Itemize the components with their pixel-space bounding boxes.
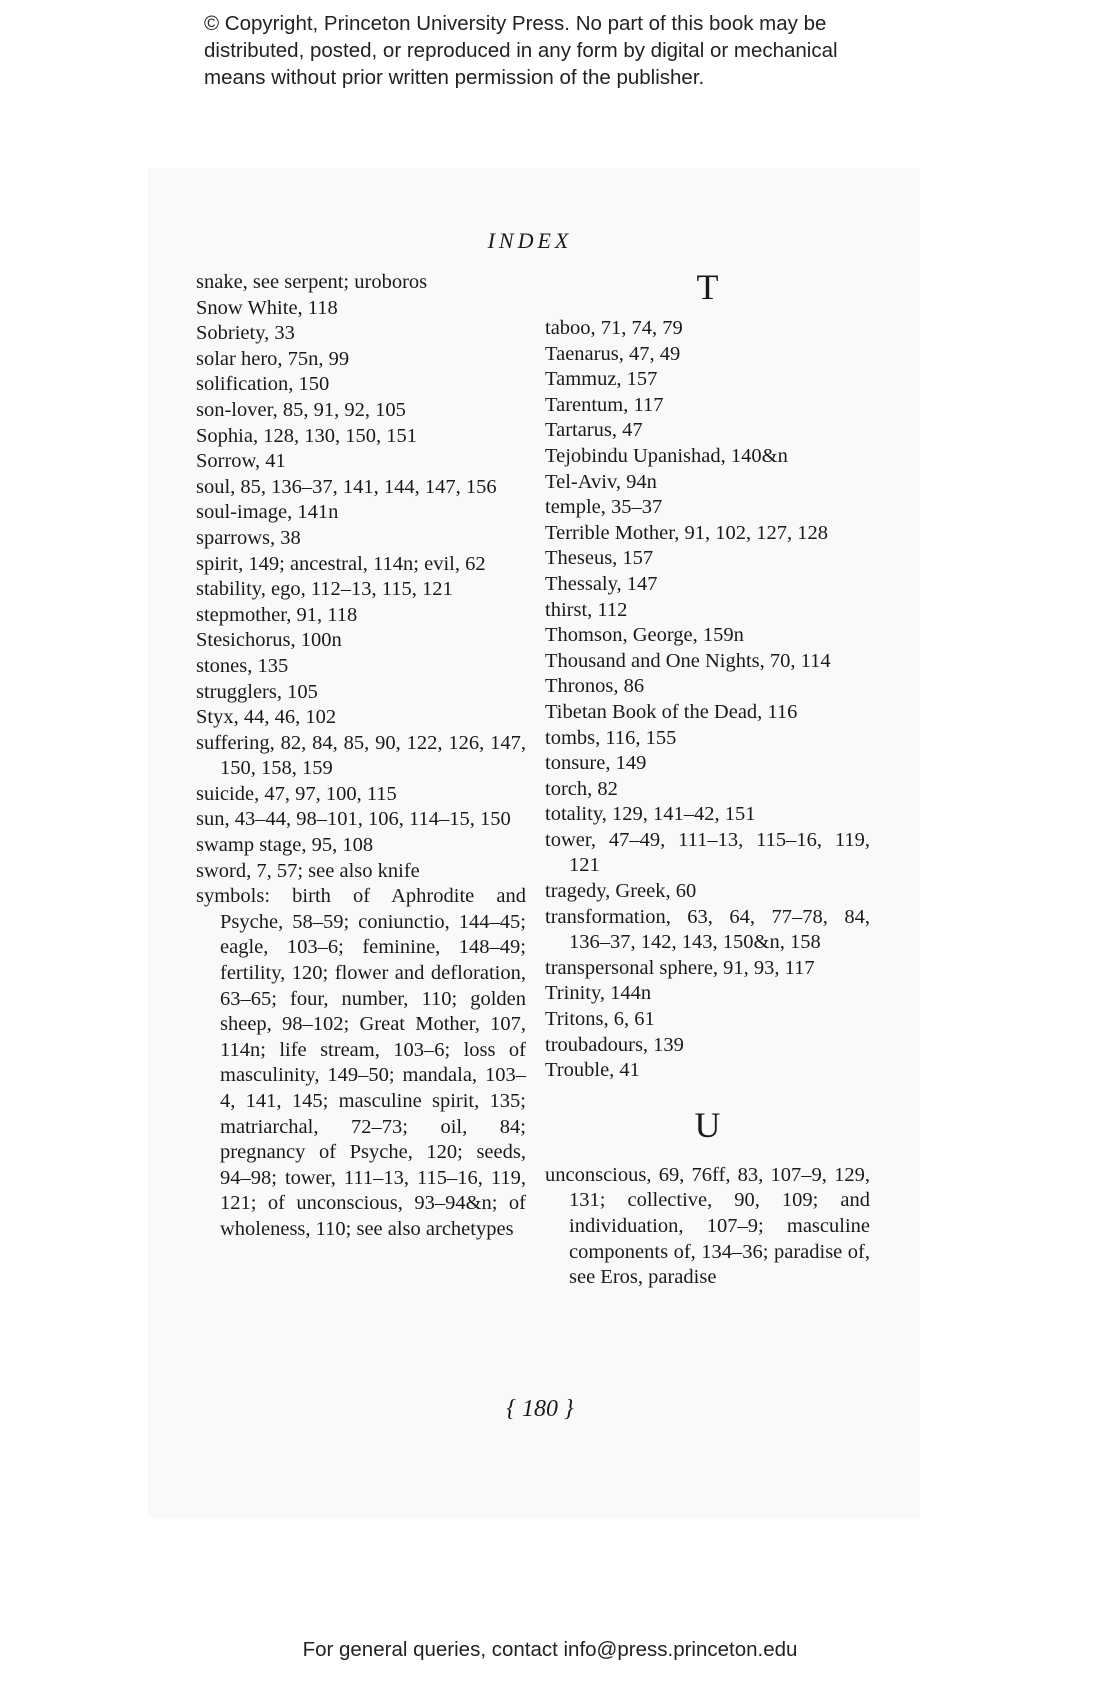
- index-entry: suffering, 82, 84, 85, 90, 122, 126, 147, 150, 158, 159: [196, 731, 526, 780]
- index-entry: tower, 47–49, 111–13, 115–16, 119, 121: [545, 828, 870, 877]
- index-entry: transformation, 63, 64, 77–78, 84, 136–37, 142, 143, 150&n, 158: [545, 905, 870, 954]
- index-entry: Sorrow, 41: [196, 450, 286, 473]
- index-column-left: [196, 270, 526, 1243]
- index-entry: spirit, 149; ancestral, 114n; evil, 62: [196, 552, 486, 575]
- index-entry: Theseus, 157: [545, 547, 654, 570]
- index-entry: tragedy, Greek, 60: [545, 880, 697, 903]
- index-entry: son-lover, 85, 91, 92, 105: [196, 398, 406, 421]
- index-entry: soul, 85, 136–37, 141, 144, 147, 156: [196, 475, 497, 498]
- index-entry: stability, ego, 112–13, 115, 121: [196, 578, 453, 601]
- page-number: { 180 }: [506, 1396, 574, 1422]
- section-letter-u: U: [694, 1104, 721, 1145]
- index-entry: torch, 82: [545, 777, 618, 800]
- index-entry: totality, 129, 141–42, 151: [545, 803, 756, 826]
- index-entry: snake, see serpent; uroboros: [196, 271, 428, 293]
- index-entry: Trinity, 144n: [545, 982, 652, 1005]
- index-entry: sword, 7, 57; see also knife: [196, 859, 420, 882]
- index-entry: Tel-Aviv, 94n: [545, 470, 657, 493]
- index-entry: Sobriety, 33: [196, 322, 295, 345]
- index-entry: Stesichorus, 100n: [196, 629, 342, 652]
- contact-footer: For general queries, contact info@press.princeton.edu: [302, 1638, 798, 1661]
- index-entry: sparrows, 38: [196, 526, 301, 549]
- index-entry: Sophia, 128, 130, 150, 151: [196, 424, 417, 447]
- index-entry: temple, 35–37: [545, 496, 663, 519]
- index-entry: transpersonal sphere, 91, 93, 117: [545, 956, 815, 979]
- index-entry: symbols: birth of Aphrodite and Psyche, 58–59; coniunctio, 144–45; eagle, 103–6; feminine, 148–49; fertility, 120; flower and defloration, 63–65; four, number, 110; golden sheep, 98–102; Great Mother, 107, 114n; life stream, 103–6; loss of masculinity, 149–50; mandala, 103–4, 141, 145; masculine spirit, 135; matriarchal, 72–73; oil, 84; pregnancy of Psyche, 120; seeds, 94–98; tower, 111–13, 115–16, 119, 121; of unconscious, 93–94&n; of wholeness, 110; see also archetypes: [196, 885, 526, 1240]
- index-entry: swamp stage, 95, 108: [196, 834, 374, 857]
- index-entry: taboo, 71, 74, 79: [545, 317, 683, 339]
- index-entry: Thomson, George, 159n: [545, 624, 744, 647]
- copyright-notice: © Copyright, Princeton University Press. No part of this book may be distributed, posted, or reproduced in any form by digital or mechanical means without prior written permission of the publisher.: [204, 12, 838, 89]
- index-entry: suicide, 47, 97, 100, 115: [196, 782, 397, 805]
- index-entry: Tejobindu Upanishad, 140&n: [545, 444, 788, 467]
- index-entry: soul-image, 141n: [196, 501, 339, 524]
- index-entry: Terrible Mother, 91, 102, 127, 128: [545, 521, 828, 544]
- index-entry: solification, 150: [196, 373, 330, 396]
- index-entry: Taenarus, 47, 49: [545, 342, 681, 365]
- index-entry: Trouble, 41: [545, 1059, 640, 1082]
- section-letter-t: T: [696, 267, 719, 307]
- index-entry: Tibetan Book of the Dead, 116: [545, 700, 798, 723]
- index-entry: Tammuz, 157: [545, 368, 658, 391]
- index-column-right: [545, 269, 870, 1291]
- index-entry: solar hero, 75n, 99: [196, 347, 350, 370]
- index-entry: sun, 43–44, 98–101, 106, 114–15, 150: [196, 808, 511, 831]
- index-entry: troubadours, 139: [545, 1033, 684, 1056]
- index-entry: unconscious, 69, 76ff, 83, 107–9, 129, 131; collective, 90, 109; and individuation, 107–9; masculine components of, 134–36; paradise of, see Eros, paradise: [545, 1163, 870, 1289]
- index-entry: Tritons, 6, 61: [545, 1008, 655, 1031]
- index-entry: tonsure, 149: [545, 752, 647, 775]
- index-entry: Styx, 44, 46, 102: [196, 706, 337, 729]
- index-entry: tombs, 116, 155: [545, 726, 677, 749]
- index-entry: Thessaly, 147: [545, 572, 658, 595]
- index-entry: stones, 135: [196, 654, 289, 677]
- index-entry: stepmother, 91, 118: [196, 603, 358, 626]
- index-entry: Tartarus, 47: [545, 419, 643, 442]
- index-entry: Snow White, 118: [196, 296, 338, 319]
- index-entry: Tarentum, 117: [545, 393, 664, 416]
- index-title: INDEX: [487, 228, 573, 253]
- index-entry: thirst, 112: [545, 598, 628, 621]
- index-entry: strugglers, 105: [196, 680, 318, 703]
- index-entry: Thousand and One Nights, 70, 114: [545, 649, 831, 672]
- index-entry: Thronos, 86: [545, 675, 645, 698]
